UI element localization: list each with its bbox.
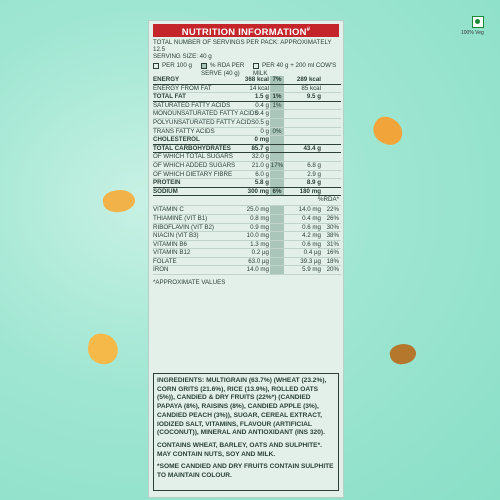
rda-per-serve [270, 224, 284, 232]
value-with-milk: 0.4 µg [303, 249, 321, 257]
rda-with-milk: 20% [326, 266, 339, 274]
nutrient-row [153, 76, 341, 85]
footnote: *APPROXIMATE VALUES [153, 279, 226, 287]
value-per-100g: 6.0 g [255, 170, 269, 178]
col-per100-header: PER 100 g [162, 62, 192, 70]
rda-per-serve [270, 85, 284, 93]
rda-per-serve [270, 171, 284, 179]
col-rda-header: % RDA PER SERVE (40 g) [201, 62, 245, 77]
nutrient-row [153, 119, 341, 128]
value-per-100g: 0 mg [254, 136, 269, 144]
nutrient-name: SODIUM [153, 187, 178, 195]
value-per-100g: 0.2 µg [251, 249, 269, 257]
nutrient-name: MONOUNSATURATED FATTY ACIDS [153, 110, 259, 118]
rda-per-serve [270, 241, 284, 249]
rda-per-serve [270, 258, 284, 266]
nutrient-row [153, 171, 341, 180]
value-with-milk: 39.3 µg [300, 257, 321, 265]
sulphite-note: *SOME CANDIED AND DRY FRUITS CONTAIN SULPHITE TO MAINTAIN COLOUR. [157, 463, 334, 480]
nutrient-row [153, 153, 341, 162]
nutrient-row [153, 188, 341, 197]
nutrient-name: NIACIN (VIT B3) [153, 232, 199, 240]
nutrient-row [153, 162, 341, 171]
nutrient-row [153, 128, 341, 137]
rda-per-serve [270, 153, 284, 161]
checkbox-icon [153, 63, 159, 69]
nutrient-name: FOLATE [153, 257, 177, 265]
nutrient-name: ENERGY FROM FAT [153, 84, 212, 92]
value-per-100g: 21.0 g [251, 161, 269, 169]
papaya-piece-image [369, 113, 407, 149]
nutrient-name: ENERGY [153, 76, 180, 83]
nutrient-row [153, 266, 341, 275]
veg-symbol-icon [472, 16, 484, 28]
value-with-milk: 43.4 g [303, 144, 321, 152]
value-with-milk: 5.9 mg [302, 266, 321, 274]
value-with-milk: 2.9 g [307, 170, 321, 178]
nutrient-row [153, 145, 341, 154]
papaya-piece-image [86, 332, 120, 366]
nutrient-name: OF WHICH DIETARY FIBRE [153, 170, 233, 178]
rda-per-serve [270, 249, 284, 257]
nutrient-row [153, 206, 341, 215]
rda-per-serve [270, 266, 284, 274]
value-per-100g: 0.5 g [255, 118, 269, 126]
rda-per-serve [270, 179, 284, 187]
nutrient-name: RIBOFLAVIN (VIT B2) [153, 223, 214, 231]
rda-with-milk: 31% [326, 240, 339, 248]
nutrient-row [153, 241, 341, 250]
value-with-milk: 9.5 g [306, 93, 321, 101]
value-with-milk: 0.4 mg [302, 214, 321, 222]
nutrient-row [153, 179, 341, 188]
rda-per-serve [270, 145, 284, 153]
nutrient-row [153, 93, 341, 102]
value-per-100g: 0.9 mg [250, 223, 269, 231]
value-per-100g: 85.7 g [251, 144, 269, 152]
rda-with-milk: 18% [326, 257, 339, 265]
rda-per-serve: 6% [270, 188, 284, 196]
nutrient-name: VITAMIN B6 [153, 240, 187, 248]
value-per-100g: 0.4 g [255, 110, 269, 118]
value-per-100g: 5.8 g [254, 179, 269, 187]
value-per-100g: 25.0 mg [246, 206, 269, 214]
rda-per-serve [270, 119, 284, 127]
value-with-milk: 14.0 mg [298, 206, 321, 214]
rda-with-milk: 30% [326, 223, 339, 231]
value-with-milk: 85 kcal [301, 84, 321, 92]
value-per-100g: 300 mg [247, 187, 269, 195]
value-with-milk: 289 kcal [296, 76, 321, 83]
rda-per-serve [270, 136, 284, 144]
value-per-100g: 1.5 g [254, 93, 269, 101]
value-per-100g: 0.4 g [255, 101, 269, 109]
value-per-100g: 0 g [260, 127, 269, 135]
rda-per-serve: 7% [270, 76, 284, 84]
nutrient-name: TRANS FATTY ACIDS [153, 127, 215, 135]
nutrient-row [153, 215, 341, 224]
value-per-100g: 32.0 g [251, 153, 269, 161]
value-per-100g: 14.0 mg [246, 266, 269, 274]
ingredients-box [153, 373, 339, 491]
nutrient-name: TOTAL CARBOHYDRATES [153, 144, 231, 152]
checkbox-icon [201, 63, 207, 69]
rda-per-serve [270, 110, 284, 118]
rda-header: %RDA* [318, 196, 339, 204]
nutrition-panel [148, 20, 344, 498]
nutrient-name: THIAMINE (VIT B1) [153, 214, 208, 222]
ingredients-list: INGREDIENTS: MULTIGRAIN (63.7%) (WHEAT (23.2%), CORN GRITS (21.6%), RICE (13.9%), ROLLED OATS (5%)), CANDIED & DRY FRUITS (22%*) (CANDIED PAPAYA (8%), RAISINS (8%), CANDIED APPLE (3%), CANDIED PEACH (3%)), SUGAR, CEREAL EXTRACT, IODIZED SALT, VITAMINS, FLAVOUR (ARTIFICIAL (COCONUT)), MINERAL AND ANTIOXIDANT (INS 320). [157, 377, 327, 437]
rda-header-row [153, 196, 341, 206]
nutrient-name: VITAMIN C [153, 206, 184, 214]
value-per-100g: 368 kcal [244, 76, 269, 83]
rda-per-serve: 1% [270, 93, 284, 101]
rda-per-serve [270, 215, 284, 223]
nutrient-row [153, 85, 341, 94]
nutrient-row [153, 249, 341, 258]
nutrient-row [153, 102, 341, 111]
papaya-piece-image [101, 187, 136, 214]
value-with-milk: 8.9 g [306, 179, 321, 187]
rda-with-milk: 22% [326, 206, 339, 214]
value-with-milk: 180 mg [299, 187, 321, 195]
veg-label: 100% Veg [461, 30, 484, 36]
serving-size: SERVING SIZE: 40 g [153, 53, 212, 61]
title-superscript: # [306, 27, 311, 33]
nutrient-name: POLYUNSATURATED FATTY ACIDS [153, 118, 256, 126]
rda-with-milk: 38% [326, 232, 339, 240]
nutrition-title-text: NUTRITION INFORMATION [181, 27, 307, 39]
raisin-image [388, 341, 418, 367]
rda-per-serve [270, 232, 284, 240]
value-per-100g: 1.3 mg [250, 240, 269, 248]
nutrient-name: SATURATED FATTY ACIDS [153, 101, 231, 109]
value-per-100g: 0.8 mg [250, 214, 269, 222]
value-with-milk: 6.8 g [307, 161, 321, 169]
nutrient-name: VITAMIN B12 [153, 249, 191, 257]
nutrient-name: CHOLESTEROL [153, 136, 200, 144]
rda-per-serve: 1% [270, 102, 284, 110]
checkbox-icon [253, 63, 259, 69]
nutrient-name: OF WHICH TOTAL SUGARS [153, 153, 233, 161]
servings-per-pack: TOTAL NUMBER OF SERVINGS PER PACK: APPROXIMATELY 12.5 [153, 39, 332, 54]
allergen-statement: CONTAINS WHEAT, BARLEY, OATS AND SULPHITE*. MAY CONTAIN NUTS, SOY AND MILK. [157, 441, 322, 458]
nutrition-title [153, 24, 339, 37]
value-with-milk: 0.6 mg [302, 240, 321, 248]
rda-with-milk: 26% [326, 214, 339, 222]
value-per-100g: 14 kcal [249, 84, 269, 92]
nutrient-name: OF WHICH ADDED SUGARS [153, 161, 236, 169]
nutrient-name: IRON [153, 266, 169, 274]
nutrient-row [153, 232, 341, 241]
rda-per-serve: 17% [270, 161, 284, 169]
nutrient-name: PROTEIN [153, 179, 181, 187]
nutrient-name: TOTAL FAT [153, 93, 186, 101]
value-with-milk: 0.6 mg [302, 223, 321, 231]
nutrient-row [153, 258, 341, 267]
nutrient-row [153, 224, 341, 233]
value-with-milk: 4.2 mg [302, 232, 321, 240]
col-milk-header: PER 40 g + 200 ml COW'S MILK [253, 62, 337, 77]
nutrient-row [153, 136, 341, 145]
rda-per-serve [270, 206, 284, 214]
nutrition-table [153, 76, 341, 286]
rda-with-milk: 16% [326, 249, 339, 257]
value-per-100g: 10.0 mg [246, 232, 269, 240]
rda-per-serve: 0% [270, 128, 284, 136]
value-per-100g: 63.0 µg [248, 257, 269, 265]
nutrient-row [153, 110, 341, 119]
